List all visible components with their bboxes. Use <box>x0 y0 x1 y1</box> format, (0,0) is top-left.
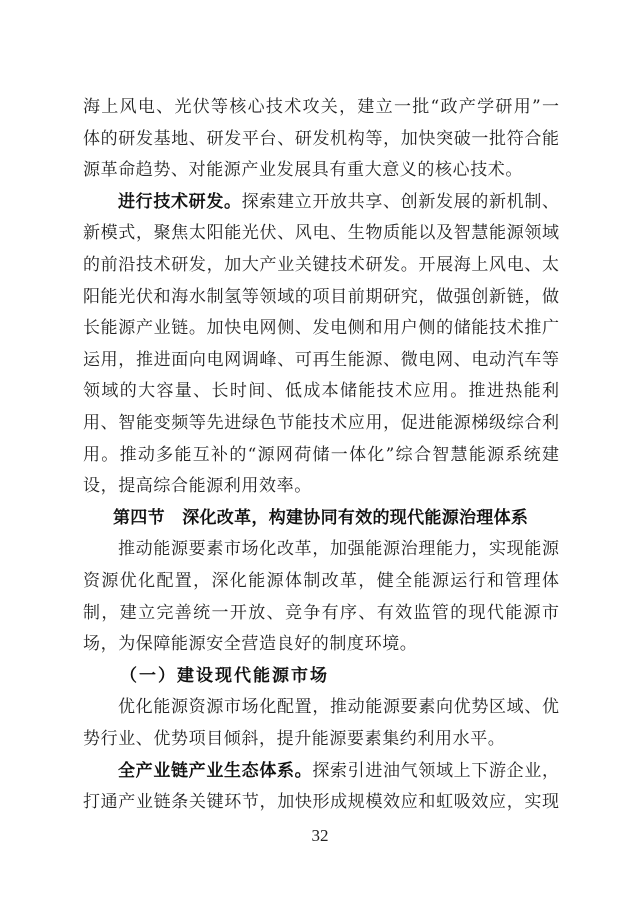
text-line <box>83 217 559 249</box>
line-text: 势行业、优势项目倾斜，提升能源要素集约利用水平。 <box>83 729 506 749</box>
bold-lead: 全产业链产业生态体系。 <box>118 760 313 781</box>
line-text: 资源优化配置，深化能源体制改革，健全能源运行和管理体 <box>83 571 559 591</box>
line-text: 新模式，聚焦太阳能光伏、风电、生物质能以及智慧能源领域 <box>83 223 559 244</box>
text-line <box>83 344 559 376</box>
line-text: 领域的大容量、长时间、低成本储能技术应用。推进热能利 <box>83 381 559 402</box>
line-text: 用。推动多能互补的“源网荷储一体化”综合智慧能源系统建 <box>83 444 559 465</box>
text-line <box>83 91 559 123</box>
line-text: 制，建立完善统一开放、竞争有序、有效监管的现代能源市 <box>83 602 559 623</box>
text-line <box>83 786 559 818</box>
text-line <box>83 470 559 502</box>
line-text: 长能源产业链。加快电网侧、发电侧和用户侧的储能技术推广 <box>83 318 559 339</box>
bold-lead: 第四节 深化改革，构建协同有效的现代能源治理体系 <box>113 507 529 528</box>
line-text: 运用，推进面向电网调峰、可再生能源、微电网、电动汽车等 <box>83 349 559 370</box>
text-line <box>83 407 559 439</box>
line-text: 源革命趋势、对能源产业发展具有重大意义的核心技术。 <box>83 160 523 181</box>
text-line <box>118 755 559 787</box>
text-line <box>83 723 559 755</box>
line-text: 场，为保障能源安全营造良好的制度环境。 <box>83 634 418 655</box>
bold-lead: 进行技术研发。 <box>118 191 242 212</box>
text-line <box>118 533 559 565</box>
text-line <box>83 123 559 155</box>
line-text: 探索建立开放共享、创新发展的新机制、 <box>241 191 560 212</box>
bold-lead: （一）建设现代能源市场 <box>120 665 329 686</box>
text-line <box>83 249 559 281</box>
text-line <box>118 691 559 723</box>
page-number: 32 <box>311 826 329 845</box>
line-text: 设，提高综合能源利用效率。 <box>83 476 312 497</box>
section-heading <box>113 502 554 534</box>
line-text: 打通产业链条关键环节，加快形成规模效应和虹吸效应，实现 <box>83 792 559 813</box>
text-line <box>83 565 559 597</box>
line-text: 用、智能变频等先进绿色节能技术应用，促进能源梯级综合利 <box>83 413 559 433</box>
text-line <box>118 186 559 218</box>
subsection-heading <box>120 660 561 692</box>
line-text: 体的研发基地、研发平台、研发机构等，加快突破一批符合能 <box>83 128 559 149</box>
line-text: 优化能源资源市场化配置，推动能源要素向优势区域、优 <box>118 697 559 718</box>
text-line <box>83 439 559 471</box>
line-text: 的前沿技术研发，加大产业关键技术研发。开展海上风电、太 <box>83 255 559 275</box>
line-text: 海上风电、光伏等核心技术攻关，建立一批“政产学研用”一 <box>83 97 559 117</box>
text-line <box>83 628 559 660</box>
text-line <box>83 154 559 186</box>
text-line <box>83 312 559 344</box>
line-text: 阳能光伏和海水制氢等领域的项目前期研究，做强创新链，做 <box>83 286 559 307</box>
text-line <box>83 597 559 629</box>
line-text: 探索引进油气领域上下游企业， <box>312 760 560 781</box>
text-line <box>83 281 559 313</box>
text-line <box>83 375 559 407</box>
line-text: 推动能源要素市场化改革，加强能源治理能力，实现能源 <box>118 539 559 560</box>
